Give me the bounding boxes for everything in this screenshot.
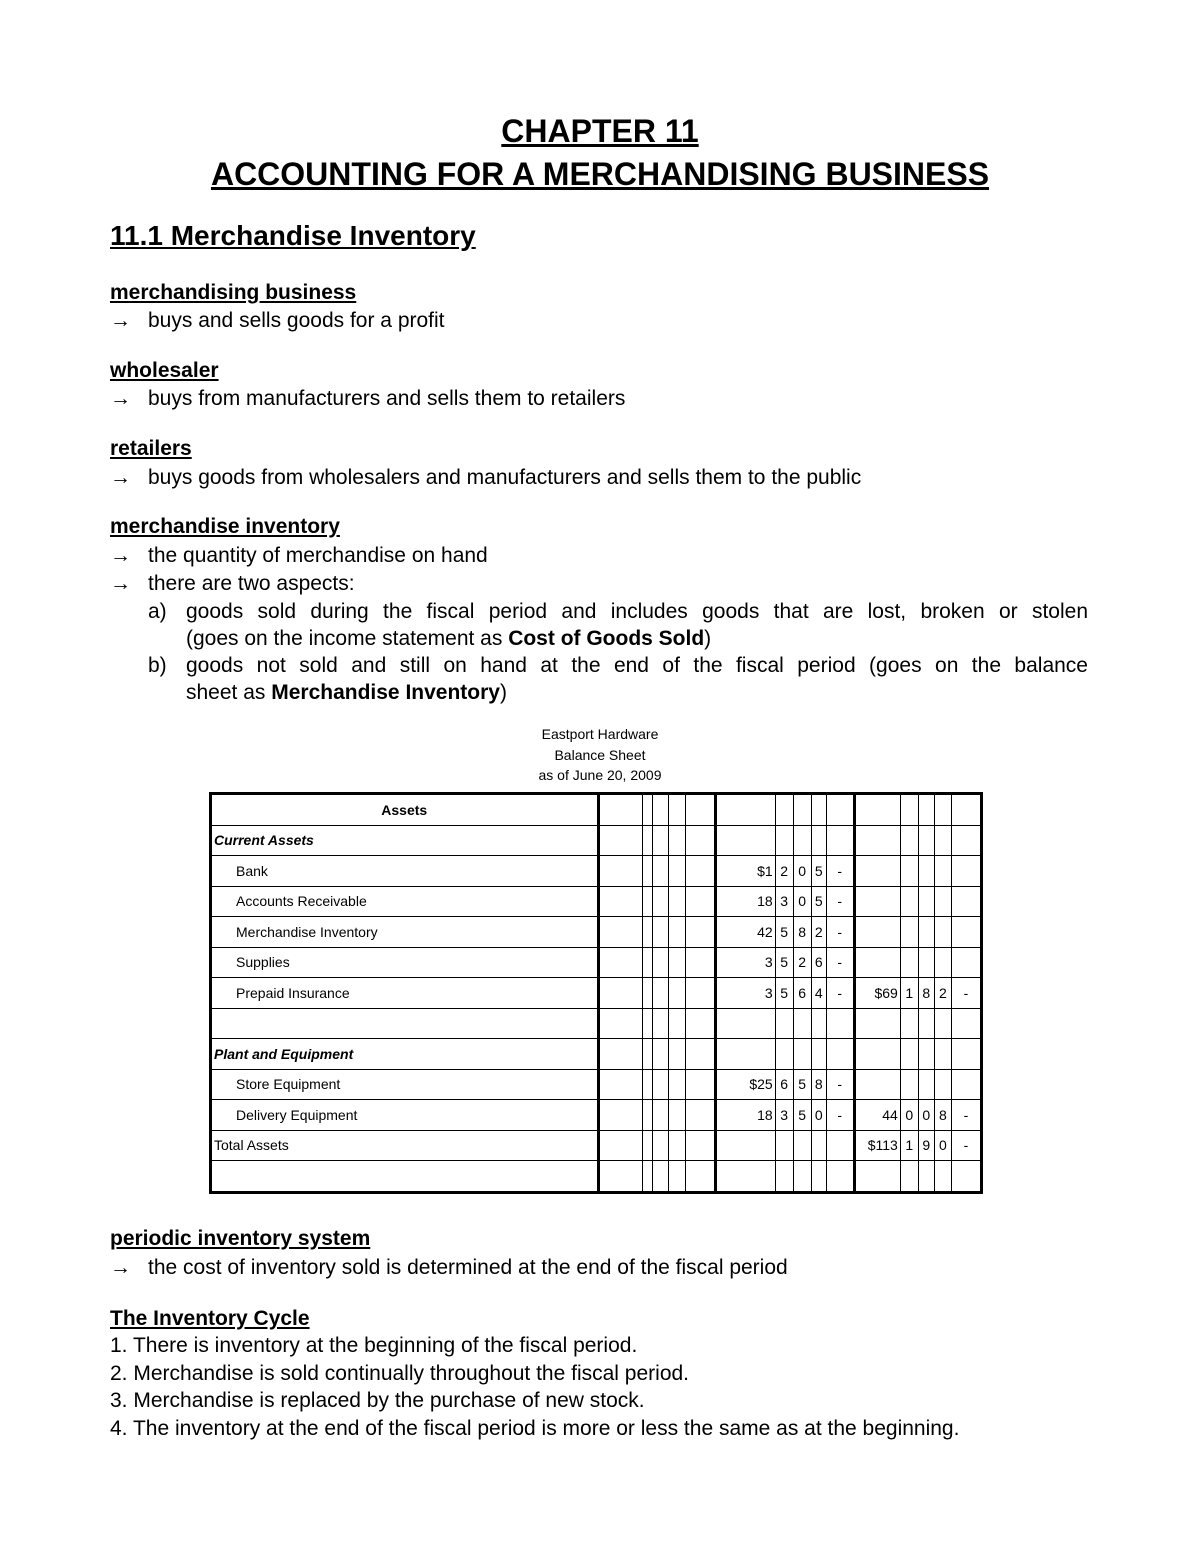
arrow-icon: → bbox=[110, 387, 131, 410]
total-assets-label: Total Assets bbox=[211, 1130, 599, 1161]
row-label: Bank bbox=[211, 856, 599, 887]
aspect-a-marker: a) bbox=[148, 600, 167, 623]
chapter-title: ACCOUNTING FOR A MERCHANDISING BUSINESS bbox=[210, 156, 990, 192]
table-row bbox=[211, 794, 982, 826]
table-row: Bank $1 2 0 5 - bbox=[211, 856, 982, 887]
table-row bbox=[211, 1039, 982, 1070]
arrow-icon: → bbox=[110, 572, 131, 595]
aspect-a-line1: goods sold during the fiscal period and includes goods that are lost, broken or stolen bbox=[186, 600, 1088, 623]
arrow-icon: → bbox=[110, 309, 131, 332]
table-row: Total Assets $113 1 9 0 - bbox=[211, 1130, 982, 1161]
table-row: Store Equipment $25 6 5 8 - bbox=[211, 1069, 982, 1100]
current-assets-heading: Current Assets bbox=[211, 825, 599, 856]
definition-merchandising-business: → buys and sells goods for a profit bbox=[110, 309, 445, 332]
row-label: Accounts Receivable bbox=[211, 886, 599, 917]
row-label: Delivery Equipment bbox=[211, 1100, 599, 1131]
definition-wholesaler: → buys from manufacturers and sells them to retailers bbox=[110, 387, 626, 410]
chapter-number: CHAPTER 11 bbox=[501, 113, 699, 149]
row-label: Merchandise Inventory bbox=[211, 917, 599, 948]
definition-retailers: → buys goods from wholesalers and manufacturers and sells them to the public bbox=[110, 466, 862, 489]
table-row: Delivery Equipment 18 3 5 0 - 44 0 0 8 - bbox=[211, 1100, 982, 1131]
aspect-b-line2: sheet as Merchandise Inventory) bbox=[186, 681, 507, 704]
table-row: Supplies 3 5 2 6 - bbox=[211, 947, 982, 978]
row-label: Store Equipment bbox=[211, 1069, 599, 1100]
row-label: Prepaid Insurance bbox=[211, 978, 599, 1009]
definition-inventory-1: → the quantity of merchandise on hand bbox=[110, 544, 488, 567]
company-name: Eastport Hardware bbox=[541, 726, 659, 742]
inventory-cycle-title: The Inventory Cycle bbox=[110, 1307, 310, 1330]
term-wholesaler: wholesaler bbox=[110, 359, 219, 382]
section-title: 11.1 Merchandise Inventory bbox=[110, 220, 476, 251]
term-periodic-inventory: periodic inventory system bbox=[110, 1227, 371, 1250]
statement-date: as of June 20, 2009 bbox=[538, 767, 662, 783]
table-row: Accounts Receivable 18 3 0 5 - bbox=[211, 886, 982, 917]
definition-periodic-inventory: → the cost of inventory sold is determined at the end of the fiscal period bbox=[110, 1256, 788, 1279]
table-row bbox=[211, 1161, 982, 1193]
plant-equipment-heading: Plant and Equipment bbox=[211, 1039, 599, 1070]
term-retailers: retailers bbox=[110, 437, 192, 460]
arrow-icon: → bbox=[110, 1256, 131, 1279]
list-item: 4. The inventory at the end of the fiscal period is more or less the same as at the beginning. bbox=[110, 1417, 960, 1440]
aspect-b-marker: b) bbox=[148, 654, 167, 677]
term-merchandising-business: merchandising business bbox=[110, 281, 357, 304]
aspect-a-line2: (goes on the income statement as Cost of Goods Sold) bbox=[186, 627, 712, 650]
table-row: Prepaid Insurance 3 5 6 4 - $69 1 8 2 - bbox=[211, 978, 982, 1009]
list-item: 3. Merchandise is replaced by the purchase of new stock. bbox=[110, 1389, 645, 1412]
table-row bbox=[211, 825, 982, 856]
arrow-icon: → bbox=[110, 544, 131, 567]
list-item: 1. There is inventory at the beginning of the fiscal period. bbox=[110, 1334, 638, 1357]
table-row: Merchandise Inventory 42 5 8 2 - bbox=[211, 917, 982, 948]
row-label: Supplies bbox=[211, 947, 599, 978]
definition-inventory-2: → there are two aspects: bbox=[110, 572, 355, 595]
statement-name: Balance Sheet bbox=[554, 747, 646, 763]
balance-sheet-table bbox=[209, 792, 983, 1194]
aspect-b-line1: goods not sold and still on hand at the end of the fiscal period (goes on the balance bbox=[186, 654, 1088, 677]
assets-header: Assets bbox=[211, 794, 599, 826]
table-row bbox=[211, 1008, 982, 1039]
list-item: 2. Merchandise is sold continually throughout the fiscal period. bbox=[110, 1362, 690, 1385]
arrow-icon: → bbox=[110, 466, 131, 489]
term-merchandise-inventory: merchandise inventory bbox=[110, 515, 340, 538]
